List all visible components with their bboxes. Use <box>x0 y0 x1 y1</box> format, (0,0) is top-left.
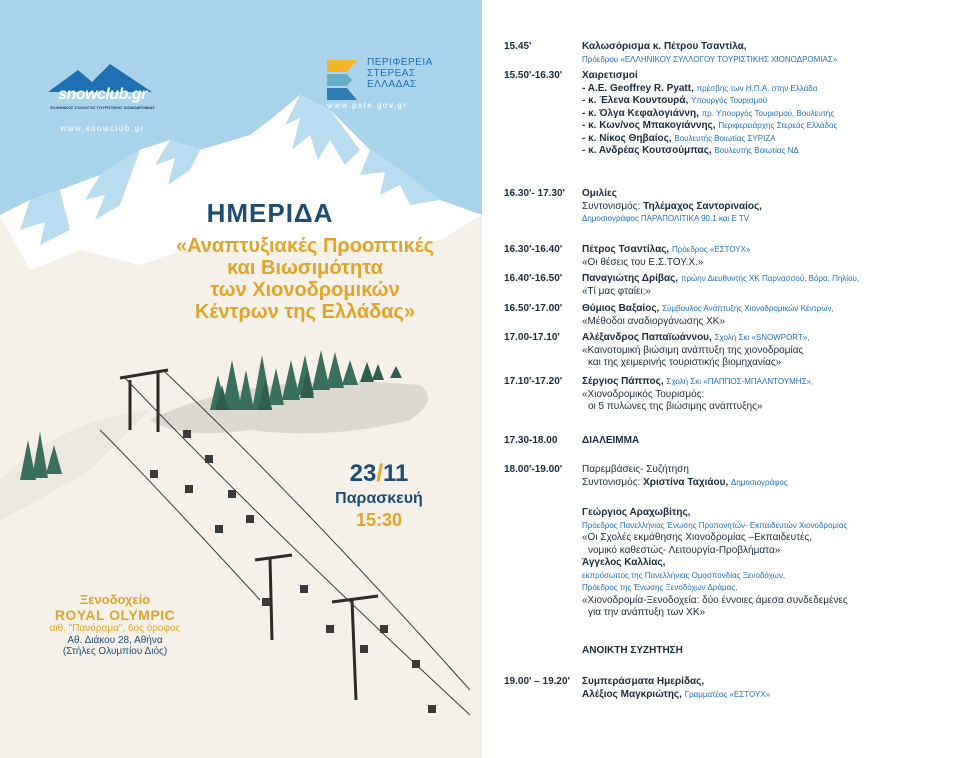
pste-logo-line2: ΣΤΕΡΕΑΣ <box>367 68 416 79</box>
talk-topic: «Μέθοδοι αναδιοργάνωσης ΧΚ» <box>582 315 726 327</box>
venue-room: αιθ. "Πανόραμα", 6ος όροφος <box>49 623 181 634</box>
event-title <box>130 198 480 323</box>
date-month: 11 <box>383 460 409 487</box>
speaker-name: Γεώργιος Αραχωβίτης, <box>582 507 691 518</box>
snowclub-logo <box>45 58 160 133</box>
coordinator-name: Χριστίνα Ταχιάου, <box>643 476 729 488</box>
program-time: 16.30'- 17.30' <box>504 188 565 199</box>
speaker-name: - κ. Κων/νος Μπακογιάννης, <box>582 120 716 131</box>
speaker-role: Υπουργός Τουρισμού <box>691 96 768 105</box>
program-time: 18.00'-19.00' <box>504 464 563 475</box>
speaker-role: Γραμματέας «ΕΣΤΟΥΧ» <box>684 689 771 699</box>
program-item-title: Ομιλίες <box>582 188 617 199</box>
coordinator-label: Συντονισμός: <box>582 200 641 212</box>
speaker-name: Άγγελος Καλλίας, <box>582 557 666 568</box>
program-time: 15.45' <box>504 41 532 52</box>
venue-name: ROYAL OLYMPIC <box>54 607 176 623</box>
snowclub-url: www.snowclub.gr <box>60 124 145 133</box>
talk-topic: «Χιονοδρομία-Ξενοδοχεία: δύο έννοιες άμεσα συνδεδεμένες <box>582 594 848 606</box>
speaker-name: Σέργιος Πάππος, <box>582 376 664 387</box>
subtitle-line-1: «Αναπτυξιακές Προοπτικές <box>175 235 435 257</box>
speaker-name: Αλέξιος Μαγκριώτης, <box>582 688 682 700</box>
coordinator-label: Συντονισμός: <box>582 476 641 488</box>
venue-type: Ξενοδοχείο <box>79 592 151 607</box>
speaker-name: - κ. Νίκος Θηβαίος, <box>582 132 672 144</box>
coordinator-role: Δημοσιογράφος ΠΑΡΑΠΟΛΙΤΙΚΑ 90.1 και E TV <box>582 214 750 223</box>
pste-logo-line3: ΕΛΛΑΔΑΣ <box>367 79 417 90</box>
speaker-role: Περιφερειάρχης Στερεάς Ελλάδος <box>718 121 838 130</box>
date-weekday: Παρασκευή <box>335 490 423 507</box>
speaker-role: Σχολή Σκι «ΠΑΠΠΟΣ-ΜΠΑΛΝΤΟΥΜΗΣ», <box>666 377 814 386</box>
program-time: 17.10'-17.20' <box>504 376 563 387</box>
program-time: 17.00-17.10' <box>504 332 560 343</box>
talk-topic-cont: οι 5 πυλώνες της βιώσιμης ανάπτυξης» <box>588 401 763 412</box>
speaker-role: Σχολή Σκι «SNOWPORT», <box>714 333 810 342</box>
program-item-title: ΑΝΟΙΚΤΗ ΣΥΖΗΤΗΣΗ <box>582 645 683 656</box>
pste-logo-line1: ΠΕΡΙΦΕΡΕΙΑ <box>367 57 433 68</box>
talk-topic: «Οι Σχολές εκμάθησης Χιονοδρομίας –Εκπαιδευτές, <box>582 532 813 543</box>
speaker-role: Πρόεδρος Πανελλήνιας Ένωσης Προπονητών- Εκπαιδευτών Χιονοδρομίας <box>582 520 848 530</box>
speaker-role: Πρόεδρος της Ένωσης Ξενοδόχων Δράμας, <box>582 583 738 592</box>
speaker-role: πρώην Διευθυντής ΧΚ Παρνασσού, Βόρα, Πηλίου, <box>680 274 860 283</box>
program-panel <box>482 0 960 758</box>
speaker-role: Σύμβουλος Ανάπτυξης Χιονοδρομικών Κέντρων, <box>662 304 834 313</box>
talk-topic-cont: για την ανάπτυξη των ΧΚ» <box>588 607 706 618</box>
talk-topic: «Χιονοδρομικός Τουρισμός: <box>582 388 705 400</box>
speaker-name: Πέτρος Τσαντίλας, <box>582 244 670 255</box>
program-time: 16.50'-17.00' <box>504 303 563 314</box>
program-time: 19.00' – 19.20' <box>504 676 570 687</box>
program-time: 15.50'-16.30' <box>504 70 563 81</box>
subtitle-line-3: των Χιονοδρομικών <box>210 279 400 301</box>
talk-topic-cont: και της χειμερινής τουριστικής βιομηχανίας» <box>588 357 782 368</box>
pste-url: www.pste.gov.gr <box>327 101 408 110</box>
venue-address: Αθ. Διάκου 28, Αθήνα <box>67 635 163 646</box>
talk-topic-cont: νομικό καθεστώς- Λειτουργία-Προβλήματα» <box>588 544 781 556</box>
date-day: 23 <box>349 460 377 487</box>
date-separator: / <box>376 460 383 487</box>
event-time: 15:30 <box>355 510 403 530</box>
program-item-title: Συμπεράσματα Ημερίδας, <box>582 676 705 687</box>
program-item-title: Χαιρετισμοί <box>582 70 638 81</box>
program-item-title: Καλωσόρισμα κ. Πέτρου Τσαντίλα, <box>582 41 747 52</box>
coordinator-role: Δημοσιογράφος <box>731 477 788 487</box>
event-title-main: ΗΜΕΡΙΔΑ <box>206 198 334 228</box>
speaker-name: Παναγιώτης Δρίβας, <box>582 273 679 284</box>
subtitle-line-2: και Βιωσιμότητα <box>227 257 383 279</box>
speaker-role: Πρόεδρος «ΕΣΤΟΥΧ» <box>671 245 751 254</box>
speaker-role: εκπρόσωπος της Πανελλήνιας Ομοσπονδίας Ξενοδόχων, <box>582 570 786 580</box>
talk-topic: «Τί μας φταίει;» <box>582 285 651 297</box>
talk-topic: «Οι θέσεις του Ε.Σ.ΤΟΥ.Χ.» <box>582 256 704 268</box>
speaker-role: πρ. Υπουργός Τουρισμού, Βουλευτής <box>701 108 835 118</box>
speaker-name: - Α.Ε. Geoffrey R. Pyatt, <box>582 82 694 94</box>
program-item-title: ΔΙΑΛΕΙΜΜΑ <box>582 435 640 446</box>
speaker-name: - κ. Ανδρέας Κουτσούμπας, <box>582 145 712 156</box>
event-date <box>318 460 440 531</box>
program-time: 16.30'-16.40' <box>504 244 563 255</box>
coordinator-name: Τηλέμαχος Σαντοριναίος, <box>643 200 762 212</box>
speaker-name: - κ. Όλγα Κεφαλογιάννη, <box>582 107 699 119</box>
speaker-role: πρέσβης των Η.Π.Α. στην Ελλάδα <box>696 83 818 93</box>
speaker-role: Βουλευτής Βοιωτίας ΣΥΡΙΖΑ <box>674 133 776 143</box>
speaker-name: - κ. Έλενα Κουντουρά, <box>582 95 689 106</box>
snowclub-logo-name: snowclub.gr <box>58 86 147 103</box>
snowflake-icon <box>45 58 160 86</box>
program-time: 16.40'-16.50' <box>504 273 563 284</box>
subtitle-line-4: Κέντρων της Ελλάδας» <box>194 301 416 323</box>
program-item-role: Πρόεδρου «ΕΛΛΗΝΙΚΟΥ ΣΥΛΛΟΓΟΥ ΤΟΥΡΙΣΤΙΚΗΣ ΧΙΟΝΟΔΡΟΜΙΑΣ» <box>582 54 838 64</box>
speaker-role: Βουλευτής Βοιωτίας ΝΔ <box>714 146 799 155</box>
program-item-title: Παρεμβάσεις- Συζήτηση <box>582 464 689 475</box>
speaker-name: Θύμιος Βαξαίος, <box>582 303 660 314</box>
program-time: 17.30-18.00 <box>504 435 558 446</box>
talk-topic: «Καινοτομική βιώσιμη ανάπτυξη της χιονοδρομίας <box>582 344 804 356</box>
speaker-name: Αλέξανδρος Παπαϊωάννου, <box>582 332 712 343</box>
event-title-subtitle <box>130 235 480 323</box>
snowclub-logo-tagline: ΕΛΛΗΝΙΚΟΣ ΣΥΛΛΟΓΟΣ ΤΟΥΡΙΣΤΙΚΗΣ ΧΙΟΝΟΔΡΟΜΙΑΣ <box>50 105 155 110</box>
event-venue <box>30 592 200 657</box>
venue-landmark: (Στήλες Ολυμπίου Διός) <box>62 646 168 657</box>
